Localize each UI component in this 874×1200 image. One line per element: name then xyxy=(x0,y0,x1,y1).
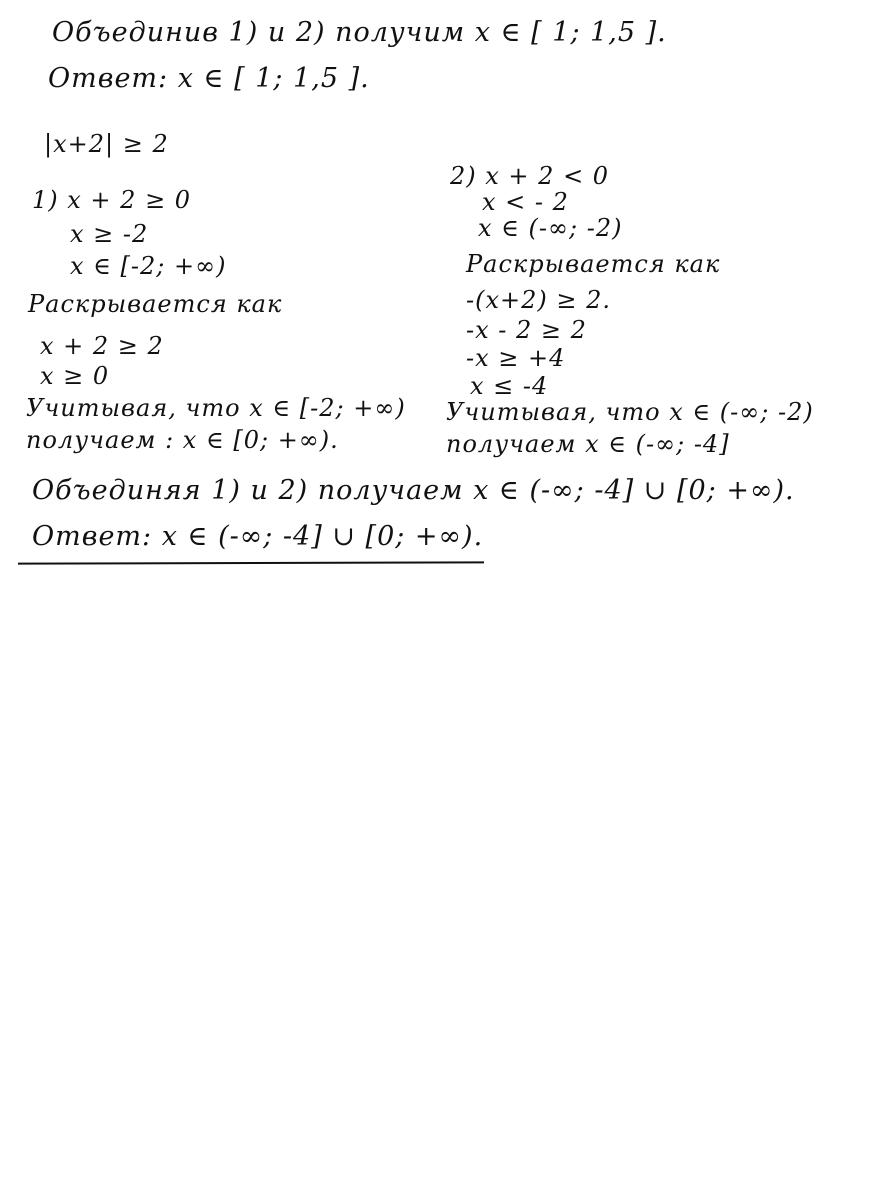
final-answer-line: Ответ: x ∈ (-∞; -4] ∪ [0; +∞). xyxy=(32,521,484,552)
case-2-step: x < - 2 xyxy=(482,188,569,216)
case-2-step: x ≤ -4 xyxy=(470,372,549,400)
previous-answer-line: Ответ: x ∈ [ 1; 1,5 ]. xyxy=(48,63,370,94)
inequality-statement: |x+2| ≥ 2 xyxy=(44,130,169,158)
case-1-considering: Учитывая, что x ∈ [-2; +∞) xyxy=(26,394,406,422)
case-1-interval: x ∈ [-2; +∞) xyxy=(70,252,227,280)
union-line: Объединяя 1) и 2) получаем x ∈ (-∞; -4] ∪ [0; +∞). xyxy=(32,475,795,506)
case-2-interval: x ∈ (-∞; -2) xyxy=(478,214,623,242)
case-1-result: получаем : x ∈ [0; +∞). xyxy=(26,426,339,454)
case-2-step: -(x+2) ≥ 2. xyxy=(466,286,612,314)
case-2-result: получаем x ∈ (-∞; -4] xyxy=(446,430,730,458)
case-2-step: -x - 2 ≥ 2 xyxy=(466,316,587,344)
case-1-expands-label: Раскрывается как xyxy=(28,290,283,318)
previous-union-line: Объединив 1) и 2) получим x ∈ [ 1; 1,5 ]. xyxy=(52,17,667,48)
case-2-condition: 2) x + 2 < 0 xyxy=(450,162,610,190)
case-2-step: -x ≥ +4 xyxy=(466,344,566,372)
case-1-step: x ≥ 0 xyxy=(40,362,110,390)
case-2-considering: Учитывая, что x ∈ (-∞; -2) xyxy=(446,398,814,426)
case-1-condition: 1) x + 2 ≥ 0 xyxy=(32,186,192,214)
case-1-step: x ≥ -2 xyxy=(70,220,149,248)
underline-rule xyxy=(18,561,484,564)
case-1-step: x + 2 ≥ 2 xyxy=(40,332,164,360)
case-2-expands-label: Раскрывается как xyxy=(466,250,721,278)
